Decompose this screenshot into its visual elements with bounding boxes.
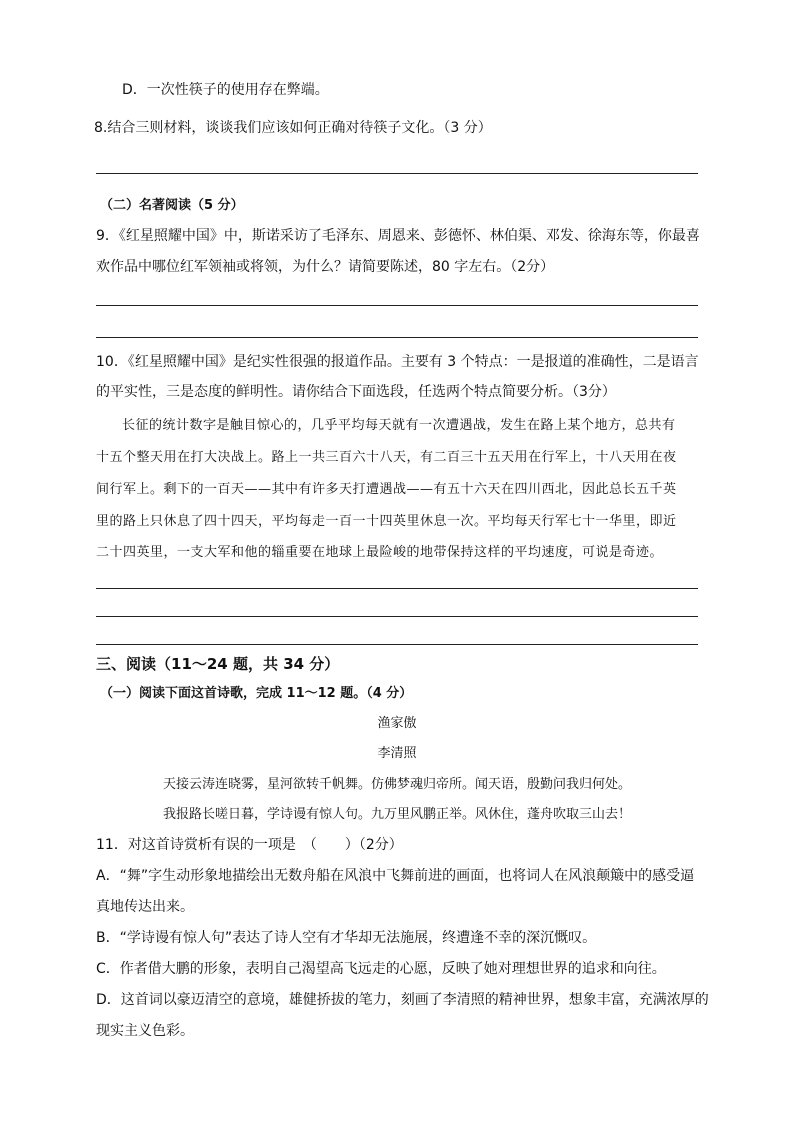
passage-line: 间行军上。剩下的一百天——其中有许多天打遭遇战——有五十六天在四川西北，因此总长五千英 <box>96 482 677 497</box>
option-d-line-1: D．这首词以豪迈清空的意境，雄健挢拔的笔力，刻画了李清照的精神世界，想象丰富，充满浓厚的 <box>96 992 709 1008</box>
option-c: C．作者借大鹏的形象，表明自己渴望高飞远走的心愿，反映了她对理想世界的追求和向往。 <box>96 961 666 977</box>
answer-line <box>96 305 698 306</box>
poem-title: 渔家傲 <box>377 716 417 731</box>
question-9-line-2: 欢作品中哪位红军领袖或将领，为什么？请简要陈述，80 字左右。（2分） <box>96 259 555 275</box>
section-2-heading: （二）名著阅读（5 分） <box>100 198 244 213</box>
question-10-line-1: 10．《红星照耀中国》是纪实性很强的报道作品。主要有 3 个特点：一是报道的准确性，二是语言 <box>96 354 699 370</box>
question-11-stem: 11．对这首诗赏析有误的一项是 （ ）（2分） <box>96 837 403 853</box>
question-9-line-1: 9．《红星照耀中国》中，斯诺采访了毛泽东、周恩来、彭德怀、林伯渠、邓发、徐海东等，你最喜 <box>96 228 700 244</box>
answer-line <box>96 644 698 645</box>
option-d-line-2: 现实主义色彩。 <box>96 1023 194 1039</box>
answer-line <box>96 173 698 174</box>
passage-line: 长征的统计数字是触目惊心的，几乎平均每天就有一次遭遇战，发生在路上某个地方，总共有 <box>122 418 676 433</box>
subsection-1-heading: （一）阅读下面这首诗歌，完成 11～12 题。（4 分） <box>100 686 413 701</box>
option-a-line-2: 真地传达出来。 <box>96 899 194 915</box>
answer-line <box>96 616 698 617</box>
option-a-line-1: A．“舞”字生动形象地描绘出无数舟船在风浪中飞舞前进的画面，也将词人在风浪颠簸中的感受逼 <box>96 868 695 884</box>
passage-line: 里的路上只休息了四十四天，平均每走一百一十四英里休息一次。平均每天行军七十一华里，即近 <box>96 514 677 529</box>
question-10-line-2: 的平实性，三是态度的鲜明性。请你结合下面选段，任选两个特点简要分析。（3分） <box>96 384 616 400</box>
poem-author: 李清照 <box>377 746 417 761</box>
part-3-heading: 三、阅读（11～24 题，共 34 分） <box>96 655 340 673</box>
passage-line: 二十四英里，一支大军和他的辎重要在地球上最险峻的地带保持这样的平均速度，可说是奇迹。 <box>96 545 664 560</box>
question-8: 8.结合三则材料，谈谈我们应该如何正确对待筷子文化。（3 分） <box>94 120 492 136</box>
answer-line <box>96 337 698 338</box>
answer-line <box>96 588 698 589</box>
poem-line-2: 我报路长嗟日暮，学诗谩有惊人句。九万里风鹏正举。风休住，蓬舟吹取三山去！ <box>162 807 631 822</box>
prev-option-d: D．一次性筷子的使用存在弊端。 <box>122 82 329 98</box>
poem-line-1: 天接云涛连晓雾，星河欲转千帆舞。仿佛梦魂归帝所。闻天语，殷勤问我归何处。 <box>162 777 631 792</box>
passage-line: 十五个整天用在打大决战上。路上一共三百六十八天，有二百三十五天用在行军上，十八天用在夜 <box>96 450 677 465</box>
option-b: B．“学诗谩有惊人句”表达了诗人空有才华却无法施展，终遭逢不幸的深沉慨叹。 <box>96 930 597 946</box>
